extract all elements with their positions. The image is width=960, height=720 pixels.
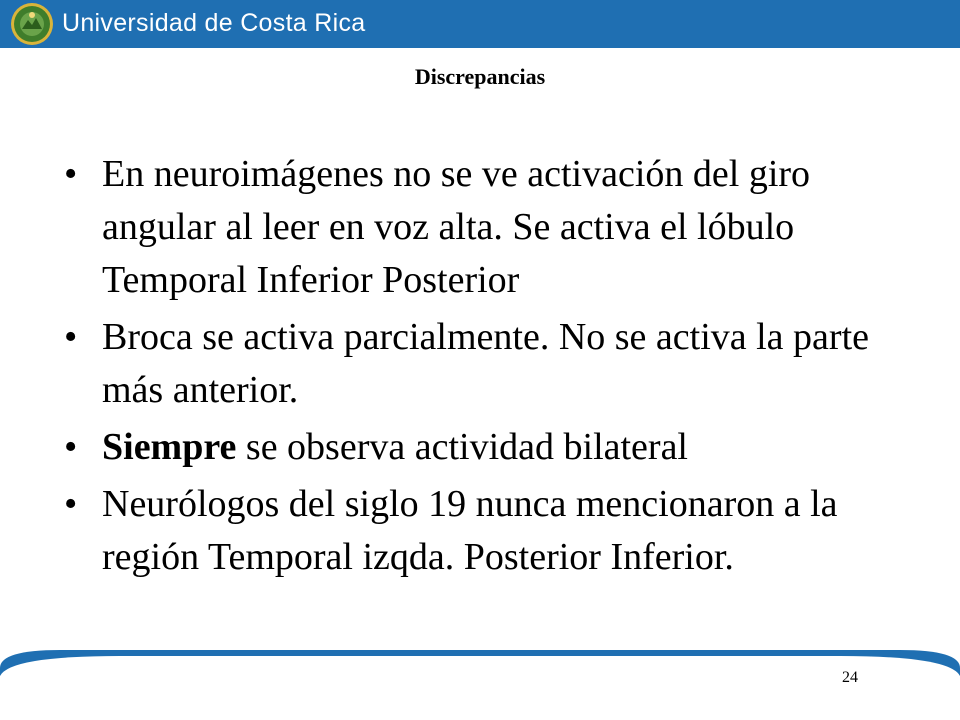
page-number: 24 xyxy=(842,669,858,686)
bullet-text: Neurólogos del siglo 19 nunca mencionaron a la región Temporal izqda. Posterior Inferior. xyxy=(102,483,838,578)
bullet-text: Broca se activa parcialmente. No se activa la parte más anterior. xyxy=(102,316,869,411)
slide-title: Discrepancias xyxy=(414,64,546,89)
bullet-text: En neuroimágenes no se ve activación del giro angular al leer en voz alta. Se activa el lóbulo Temporal Inferior Posterior xyxy=(102,153,811,301)
bullet-bold-text: Siempre xyxy=(102,426,237,468)
university-name-text: Universidad de Costa Rica xyxy=(62,9,366,37)
bullet-text: se observa actividad bilateral xyxy=(236,426,688,468)
